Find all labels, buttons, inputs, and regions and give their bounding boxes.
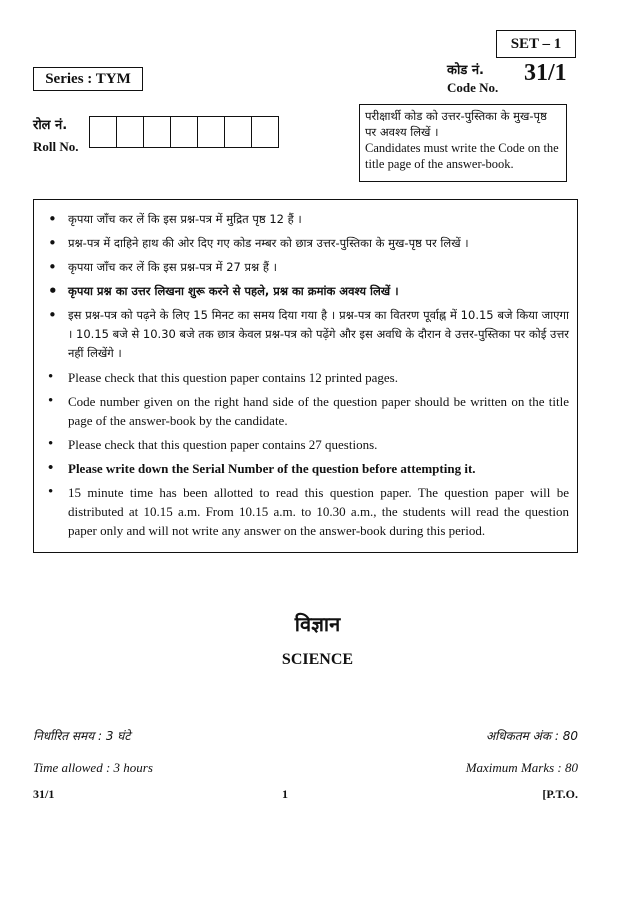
roll-cell[interactable] xyxy=(89,116,117,148)
roll-cell[interactable] xyxy=(251,116,279,148)
code-label-hindi: कोड नं. xyxy=(447,63,484,78)
instruction-item: • कृपया जाँच कर लें कि इस प्रश्न-पत्र में 27 प्रश्न हैं । xyxy=(42,258,569,277)
time-allowed-english: Time allowed : 3 hours xyxy=(33,760,153,775)
code-number: 31/1 xyxy=(524,60,567,86)
roll-cell[interactable] xyxy=(197,116,225,148)
roll-number-grid[interactable] xyxy=(90,116,279,148)
series-label: Series : TYM xyxy=(33,67,143,91)
footer-code: 31/1 xyxy=(33,787,55,801)
roll-label-hindi: रोल नं. xyxy=(33,118,68,133)
code-label-english: Code No. xyxy=(447,80,499,95)
instruction-item: • 15 minute time has been allotted to read this question paper. The question paper will be distributed at 10.15 a.m. From 10.15 a.m. to 10.30 a.m., the students will read the question paper only and will not write any answer on the answer-book during this period. xyxy=(42,483,569,540)
instructions-list xyxy=(42,210,569,540)
candidate-note-box xyxy=(359,104,567,182)
max-marks-english: Maximum Marks : 80 xyxy=(465,760,578,775)
instruction-item: • कृपया जाँच कर लें कि इस प्रश्न-पत्र में मुद्रित पृष्ठ 12 हैं । xyxy=(42,210,569,229)
instruction-item: • Please check that this question paper contains 12 printed pages. xyxy=(42,368,569,387)
max-marks-hindi: अधिकतम अंक : 80 xyxy=(485,729,578,743)
instruction-item: • प्रश्न-पत्र में दाहिने हाथ की ओर दिए गए कोड नम्बर को छात्र उत्तर-पुस्तिका के मुख-पृष्ठ पर लिखें । xyxy=(42,234,569,253)
instruction-item: • कृपया प्रश्न का उत्तर लिखना शुरू करने से पहले, प्रश्न का क्रमांक अवश्य लिखें । xyxy=(42,282,569,301)
roll-cell[interactable] xyxy=(224,116,252,148)
roll-cell[interactable] xyxy=(143,116,171,148)
time-allowed-hindi: निर्धारित समय : 3 घंटे xyxy=(33,729,131,743)
instruction-item: • Please write down the Serial Number of the question before attempting it. xyxy=(42,459,569,478)
instruction-item: • Code number given on the right hand side of the question paper should be written on the title page of the answer-book by the candidate. xyxy=(42,392,569,430)
instruction-item: • इस प्रश्न-पत्र को पढ़ने के लिए 15 मिनट का समय दिया गया है । प्रश्न-पत्र का वितरण पूर्वाह्न में 10.15 बजे किया जाएगा । 10.15 बजे से 10.30 बजे तक छात्र केवल प्रश्न-पत्र को पढ़ेंगे और इस अवधि के दौरान वे उत्तर-पुस्तिका पर कोई उत्तर नहीं लिखेंगे । xyxy=(42,306,569,363)
instruction-item: • Please check that this question paper contains 27 questions. xyxy=(42,435,569,454)
roll-cell[interactable] xyxy=(116,116,144,148)
pto-label: [P.T.O. xyxy=(542,787,578,801)
page-number: 1 xyxy=(282,787,288,801)
roll-cell[interactable] xyxy=(170,116,198,148)
set-label: SET – 1 xyxy=(496,30,576,58)
instructions-box xyxy=(33,199,578,553)
roll-label-english: Roll No. xyxy=(33,139,79,154)
candidate-note-hindi: परीक्षार्थी कोड को उत्तर-पुस्तिका के मुख-पृष्ठ पर अवश्य लिखें । xyxy=(365,109,547,139)
subject-title-hindi: विज्ञान xyxy=(294,612,341,636)
candidate-note-english: Candidates must write the Code on the title page of the answer-book. xyxy=(365,141,559,171)
subject-title-english: SCIENCE xyxy=(281,651,354,668)
